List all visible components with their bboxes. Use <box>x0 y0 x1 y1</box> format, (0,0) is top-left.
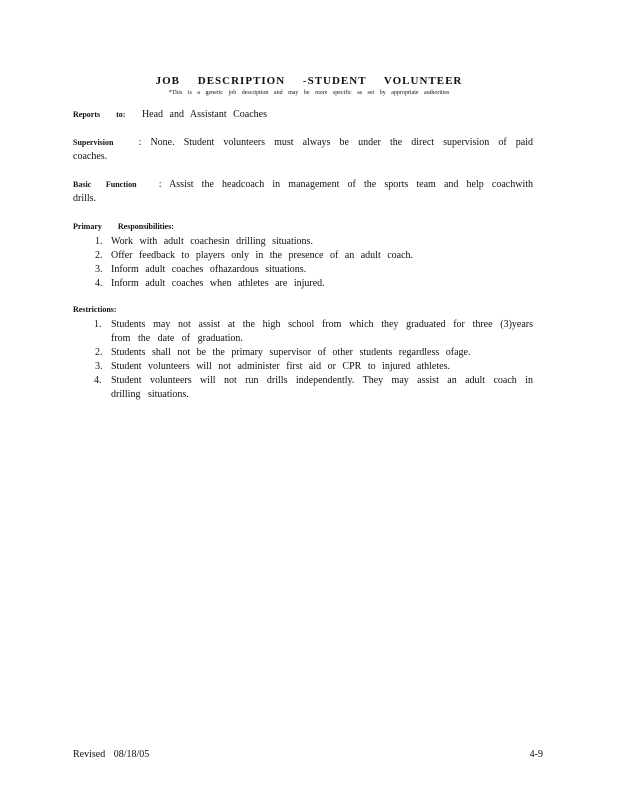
basic-function-text: : Assist the headcoach in management of the sports team and help coachwith drills. <box>73 179 534 204</box>
reports-to-line <box>73 108 267 122</box>
responsibilities-list <box>73 235 533 291</box>
page-number: 4-9 <box>529 749 543 760</box>
restrictions-section <box>73 303 533 402</box>
supervision-text: : None. Student volunteers must always be under the direct supervision of paid coaches. <box>73 137 533 162</box>
page-subtitle: *This is a generic job description and may be more specific as set by appropriate authorities <box>168 90 450 96</box>
list-item: 2. Students shall not be the primary supervisor of other students regardless ofage. <box>109 346 533 360</box>
basic-function-section <box>73 178 533 206</box>
list-item: 1. Work with adult coachesin drilling situations. <box>109 235 533 249</box>
list-item: 3. Inform adult coaches ofhazardous situations. <box>109 263 533 277</box>
supervision-section <box>73 136 533 164</box>
list-item: 1. Students may not assist at the high school from which they graduated for three (3)years from the date of graduation. <box>109 318 533 346</box>
primary-responsibilities-section <box>73 220 533 291</box>
basic-function-label: Basic Function <box>73 180 137 189</box>
reports-to-label: Reports to: <box>73 110 126 119</box>
supervision-label: Supervision <box>73 138 114 147</box>
list-item: 4. Student volunteers will not run drills independently. They may assist an adult coach in drilling situations. <box>109 374 533 402</box>
list-item: 4. Inform adult coaches when athletes are injured. <box>109 277 533 291</box>
restrictions-list <box>73 318 533 402</box>
revised-date: Revised 08/18/05 <box>73 749 150 760</box>
page-title: JOB DESCRIPTION -STUDENT VOLUNTEER <box>155 75 463 87</box>
restrictions-heading: Restrictions: <box>73 305 117 314</box>
primary-responsibilities-heading: Primary Responsibilities: <box>73 222 174 231</box>
reports-to-value: Head and Assistant Coaches <box>141 109 267 120</box>
list-item: 3. Student volunteers will not administer first aid or CPR to injured athletes. <box>109 360 533 374</box>
list-item: 2. Offer feedback to players only in the presence of an adult coach. <box>109 249 533 263</box>
